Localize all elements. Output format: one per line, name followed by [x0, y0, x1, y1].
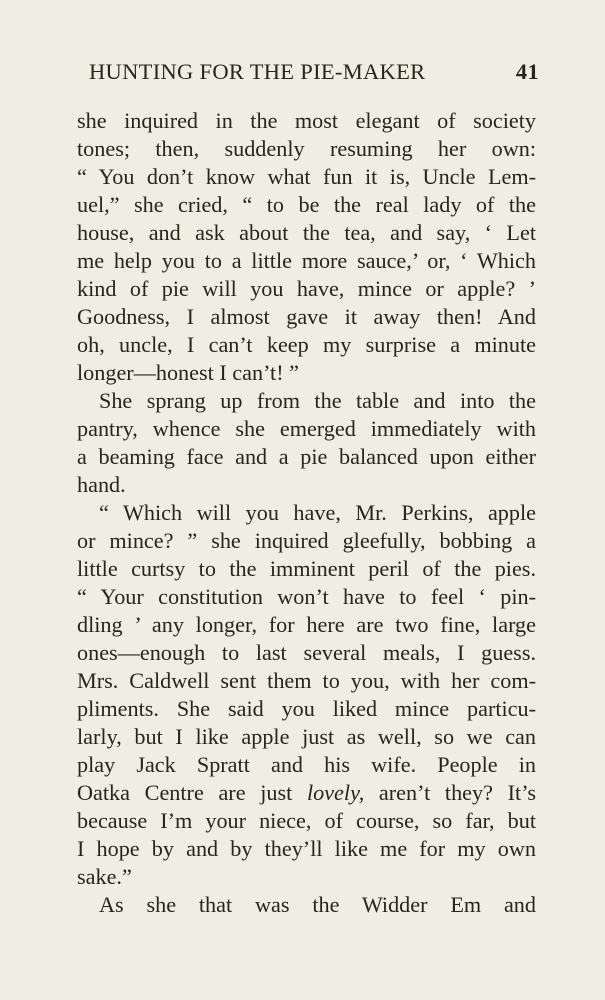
emphasized-word: lovely,	[306, 780, 365, 805]
text-line: she inquired in the most elegant of society	[77, 108, 536, 133]
text-line: or mince? ” she inquired gleefully, bobbing a	[77, 528, 536, 553]
running-title: HUNTING FOR THE PIE-MAKER	[89, 59, 426, 84]
page-number: 41	[515, 59, 539, 84]
text-line: hand.	[77, 472, 126, 497]
text-line: kind of pie will you have, mince or apple? ’	[77, 276, 536, 301]
text-line: “ Your constitution won’t have to feel ‘ pin-	[77, 584, 536, 609]
text-line: uel,” she cried, “ to be the real lady of the	[77, 192, 536, 217]
text-line: house, and ask about the tea, and say, ‘ Let	[77, 220, 536, 245]
text-line: pliments. She said you liked mince particu-	[77, 696, 536, 721]
text-line: She sprang up from the table and into the	[99, 388, 536, 413]
text-line-with-emphasis	[77, 779, 536, 807]
text-line: oh, uncle, I can’t keep my surprise a minute	[77, 332, 536, 357]
line-segment: Oatka Centre are just	[77, 780, 307, 805]
text-line: a beaming face and a pie balanced upon either	[77, 444, 536, 469]
text-line: ones—enough to last several meals, I guess.	[77, 640, 536, 665]
text-line: I hope by and by they’ll like me for my own	[77, 836, 536, 861]
text-line: As she that was the Widder Em and	[99, 892, 536, 917]
text-line: little curtsy to the imminent peril of the pies.	[77, 556, 536, 581]
text-line: play Jack Spratt and his wife. People in	[77, 752, 536, 777]
text-line: because I’m your niece, of course, so far, but	[77, 808, 536, 833]
text-line: Mrs. Caldwell sent them to you, with her com-	[77, 668, 536, 693]
text-line: longer—honest I can’t! ”	[77, 360, 300, 385]
text-line: larly, but I like apple just as well, so we can	[77, 724, 536, 749]
text-line: sake.”	[77, 864, 132, 889]
text-line: pantry, whence she emerged immediately with	[77, 416, 536, 441]
text-line: “ You don’t know what fun it is, Uncle Lem-	[77, 164, 536, 189]
text-line: me help you to a little more sauce,’ or, ‘ Which	[77, 248, 536, 273]
line-segment: aren’t they? It’s	[364, 780, 536, 805]
running-header	[89, 59, 539, 91]
text-line: tones; then, suddenly resuming her own:	[77, 136, 536, 161]
text-line: Goodness, I almost gave it away then! And	[77, 304, 536, 329]
text-line: dling ’ any longer, for here are two fine, large	[77, 612, 536, 637]
text-line: “ Which will you have, Mr. Perkins, apple	[99, 500, 536, 525]
